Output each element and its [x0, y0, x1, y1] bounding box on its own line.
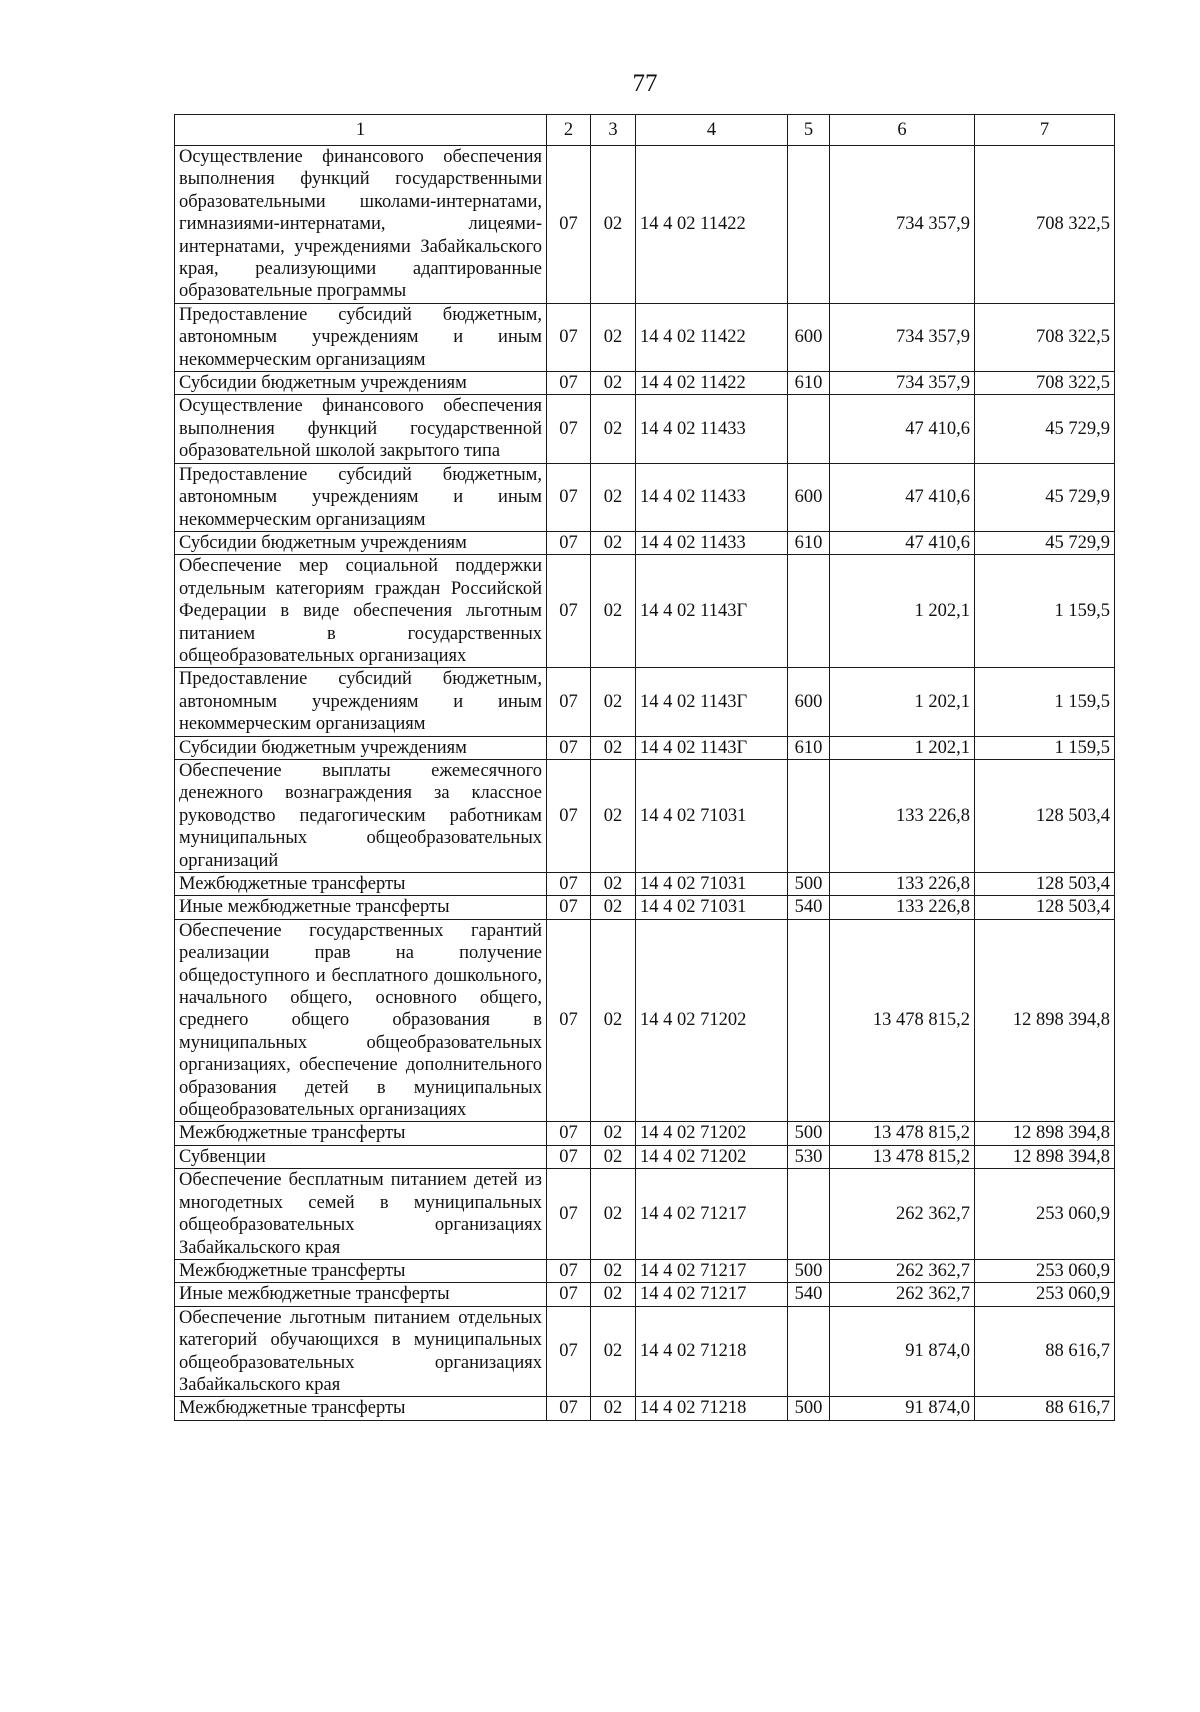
row-name-cell: Межбюджетные трансферты — [175, 873, 547, 896]
row-sum2-cell: 12 898 394,8 — [975, 919, 1115, 1122]
row-vr-cell — [788, 1306, 830, 1397]
row-csr-cell: 14 4 02 1143Г — [636, 668, 788, 736]
row-name-cell: Обеспечение выплаты ежемесячного денежного вознаграждения за классное руководство педагогическим работникам муниципальных общеобразовательных организаций — [175, 759, 547, 872]
row-rz-cell: 07 — [547, 1397, 591, 1420]
row-pr-cell: 02 — [591, 1145, 636, 1168]
row-sum2-cell: 45 729,9 — [975, 463, 1115, 531]
table-row — [175, 759, 1115, 872]
row-vr-cell — [788, 555, 830, 668]
row-rz-cell: 07 — [547, 303, 591, 371]
row-csr-cell: 14 4 02 71202 — [636, 919, 788, 1122]
col-pr-header: 3 — [591, 115, 636, 146]
row-name-cell: Предоставление субсидий бюджетным, автономным учреждениям и иным некоммерческим организациям — [175, 463, 547, 531]
col-vr-header: 5 — [788, 115, 830, 146]
row-vr-cell: 540 — [788, 1283, 830, 1306]
row-vr-cell: 610 — [788, 372, 830, 395]
row-csr-cell: 14 4 02 11433 — [636, 395, 788, 463]
row-rz-cell: 07 — [547, 759, 591, 872]
row-csr-cell: 14 4 02 71031 — [636, 873, 788, 896]
row-rz-cell: 07 — [547, 736, 591, 759]
row-pr-cell: 02 — [591, 759, 636, 872]
row-pr-cell: 02 — [591, 896, 636, 919]
row-rz-cell: 07 — [547, 919, 591, 1122]
row-name-cell: Межбюджетные трансферты — [175, 1259, 547, 1282]
row-name-cell: Осуществление финансового обеспечения выполнения функций государственной образовательной школой закрытого типа — [175, 395, 547, 463]
row-sum2-cell: 1 159,5 — [975, 668, 1115, 736]
table-row — [175, 668, 1115, 736]
row-pr-cell: 02 — [591, 303, 636, 371]
row-csr-cell: 14 4 02 71202 — [636, 1122, 788, 1145]
row-sum1-cell: 734 357,9 — [830, 303, 975, 371]
row-rz-cell: 07 — [547, 372, 591, 395]
row-sum1-cell: 133 226,8 — [830, 759, 975, 872]
row-pr-cell: 02 — [591, 146, 636, 304]
row-sum2-cell: 1 159,5 — [975, 555, 1115, 668]
row-rz-cell: 07 — [547, 1283, 591, 1306]
row-sum2-cell: 45 729,9 — [975, 531, 1115, 554]
page-number: 77 — [632, 70, 658, 97]
row-name-cell: Осуществление финансового обеспечения выполнения функций государственными образовательными школами-интернатами, гимназиями-интернатами, лицеями-интернатами, учреждениями Забайкальского края, реализующими адаптированные образовательные программы — [175, 146, 547, 304]
row-name-cell: Обеспечение мер социальной поддержки отдельным категориям граждан Российской Федерации в виде обеспечения льготным питанием в государственных общеобразовательных организациях — [175, 555, 547, 668]
row-sum2-cell: 128 503,4 — [975, 896, 1115, 919]
row-name-cell: Субсидии бюджетным учреждениям — [175, 372, 547, 395]
row-pr-cell: 02 — [591, 1397, 636, 1420]
row-rz-cell: 07 — [547, 1259, 591, 1282]
row-sum2-cell: 708 322,5 — [975, 303, 1115, 371]
row-rz-cell: 07 — [547, 668, 591, 736]
table-header-row — [175, 115, 1115, 146]
row-pr-cell: 02 — [591, 919, 636, 1122]
row-pr-cell: 02 — [591, 395, 636, 463]
table-body — [175, 146, 1115, 1421]
row-pr-cell: 02 — [591, 372, 636, 395]
row-name-cell: Субсидии бюджетным учреждениям — [175, 736, 547, 759]
row-sum1-cell: 1 202,1 — [830, 668, 975, 736]
row-csr-cell: 14 4 02 71217 — [636, 1169, 788, 1260]
row-rz-cell: 07 — [547, 146, 591, 304]
row-name-cell: Иные межбюджетные трансферты — [175, 896, 547, 919]
table-row — [175, 873, 1115, 896]
row-vr-cell: 600 — [788, 303, 830, 371]
table-row — [175, 395, 1115, 463]
row-name-cell: Иные межбюджетные трансферты — [175, 1283, 547, 1306]
row-name-cell: Межбюджетные трансферты — [175, 1122, 547, 1145]
row-sum1-cell: 734 357,9 — [830, 372, 975, 395]
row-sum1-cell: 13 478 815,2 — [830, 1122, 975, 1145]
row-sum1-cell: 91 874,0 — [830, 1306, 975, 1397]
table-row — [175, 146, 1115, 304]
row-vr-cell — [788, 1169, 830, 1260]
table-row — [175, 1283, 1115, 1306]
row-sum1-cell: 13 478 815,2 — [830, 1145, 975, 1168]
row-sum2-cell: 88 616,7 — [975, 1306, 1115, 1397]
table-row — [175, 1397, 1115, 1420]
row-vr-cell — [788, 759, 830, 872]
row-csr-cell: 14 4 02 71202 — [636, 1145, 788, 1168]
row-csr-cell: 14 4 02 11433 — [636, 463, 788, 531]
row-sum2-cell: 128 503,4 — [975, 759, 1115, 872]
row-csr-cell: 14 4 02 1143Г — [636, 736, 788, 759]
row-pr-cell: 02 — [591, 1122, 636, 1145]
row-pr-cell: 02 — [591, 873, 636, 896]
table-row — [175, 1145, 1115, 1168]
row-vr-cell: 600 — [788, 668, 830, 736]
row-sum1-cell: 133 226,8 — [830, 873, 975, 896]
row-sum1-cell: 734 357,9 — [830, 146, 975, 304]
row-vr-cell: 500 — [788, 1259, 830, 1282]
col-sum1-header: 6 — [830, 115, 975, 146]
col-name-header: 1 — [175, 115, 547, 146]
table-row — [175, 463, 1115, 531]
row-csr-cell: 14 4 02 71217 — [636, 1283, 788, 1306]
row-csr-cell: 14 4 02 71031 — [636, 759, 788, 872]
table-row — [175, 531, 1115, 554]
row-rz-cell: 07 — [547, 1306, 591, 1397]
row-sum1-cell: 91 874,0 — [830, 1397, 975, 1420]
row-vr-cell: 600 — [788, 463, 830, 531]
table-row — [175, 303, 1115, 371]
row-name-cell: Межбюджетные трансферты — [175, 1397, 547, 1420]
row-rz-cell: 07 — [547, 873, 591, 896]
row-pr-cell: 02 — [591, 531, 636, 554]
row-csr-cell: 14 4 02 71217 — [636, 1259, 788, 1282]
row-sum1-cell: 262 362,7 — [830, 1259, 975, 1282]
row-csr-cell: 14 4 02 11422 — [636, 372, 788, 395]
row-sum2-cell: 253 060,9 — [975, 1283, 1115, 1306]
table-row — [175, 555, 1115, 668]
row-name-cell: Обеспечение государственных гарантий реализации прав на получение общедоступного и бесплатного дошкольного, начального общего, основного общего, среднего общего образования в муниципальных общеобразовательных организациях, обеспечение дополнительного образования детей в муниципальных общеобразовательных организациях — [175, 919, 547, 1122]
row-sum2-cell: 128 503,4 — [975, 873, 1115, 896]
row-sum1-cell: 1 202,1 — [830, 736, 975, 759]
row-vr-cell: 500 — [788, 1122, 830, 1145]
col-rz-header: 2 — [547, 115, 591, 146]
row-pr-cell: 02 — [591, 1259, 636, 1282]
row-name-cell: Предоставление субсидий бюджетным, автономным учреждениям и иным некоммерческим организациям — [175, 303, 547, 371]
row-vr-cell: 530 — [788, 1145, 830, 1168]
row-sum1-cell: 1 202,1 — [830, 555, 975, 668]
row-pr-cell: 02 — [591, 463, 636, 531]
row-name-cell: Субсидии бюджетным учреждениям — [175, 531, 547, 554]
row-sum2-cell: 708 322,5 — [975, 372, 1115, 395]
row-sum1-cell: 47 410,6 — [830, 531, 975, 554]
row-rz-cell: 07 — [547, 395, 591, 463]
row-sum2-cell: 708 322,5 — [975, 146, 1115, 304]
row-sum1-cell: 262 362,7 — [830, 1283, 975, 1306]
row-vr-cell — [788, 919, 830, 1122]
row-vr-cell: 500 — [788, 1397, 830, 1420]
row-vr-cell: 540 — [788, 896, 830, 919]
row-vr-cell — [788, 146, 830, 304]
table-row — [175, 896, 1115, 919]
col-sum2-header: 7 — [975, 115, 1115, 146]
table-row — [175, 1169, 1115, 1260]
table-row — [175, 1259, 1115, 1282]
table-row — [175, 1306, 1115, 1397]
row-csr-cell: 14 4 02 1143Г — [636, 555, 788, 668]
row-pr-cell: 02 — [591, 668, 636, 736]
row-csr-cell: 14 4 02 71218 — [636, 1397, 788, 1420]
row-name-cell: Предоставление субсидий бюджетным, автономным учреждениям и иным некоммерческим организациям — [175, 668, 547, 736]
row-pr-cell: 02 — [591, 1169, 636, 1260]
row-vr-cell: 610 — [788, 531, 830, 554]
row-rz-cell: 07 — [547, 531, 591, 554]
table-row — [175, 736, 1115, 759]
row-pr-cell: 02 — [591, 1306, 636, 1397]
row-sum2-cell: 88 616,7 — [975, 1397, 1115, 1420]
row-sum1-cell: 47 410,6 — [830, 463, 975, 531]
row-vr-cell: 500 — [788, 873, 830, 896]
row-csr-cell: 14 4 02 71218 — [636, 1306, 788, 1397]
budget-table — [174, 114, 1115, 1421]
row-sum2-cell: 253 060,9 — [975, 1259, 1115, 1282]
row-sum1-cell: 262 362,7 — [830, 1169, 975, 1260]
row-sum1-cell: 13 478 815,2 — [830, 919, 975, 1122]
row-csr-cell: 14 4 02 11422 — [636, 303, 788, 371]
row-sum1-cell: 47 410,6 — [830, 395, 975, 463]
table-row — [175, 919, 1115, 1122]
row-rz-cell: 07 — [547, 1145, 591, 1168]
row-rz-cell: 07 — [547, 896, 591, 919]
row-rz-cell: 07 — [547, 1122, 591, 1145]
row-vr-cell: 610 — [788, 736, 830, 759]
row-name-cell: Обеспечение льготным питанием отдельных категорий обучающихся в муниципальных общеобразовательных организациях Забайкальского края — [175, 1306, 547, 1397]
row-pr-cell: 02 — [591, 736, 636, 759]
row-pr-cell: 02 — [591, 555, 636, 668]
row-sum2-cell: 1 159,5 — [975, 736, 1115, 759]
row-sum1-cell: 133 226,8 — [830, 896, 975, 919]
row-sum2-cell: 12 898 394,8 — [975, 1145, 1115, 1168]
row-sum2-cell: 253 060,9 — [975, 1169, 1115, 1260]
row-sum2-cell: 12 898 394,8 — [975, 1122, 1115, 1145]
row-rz-cell: 07 — [547, 1169, 591, 1260]
row-pr-cell: 02 — [591, 1283, 636, 1306]
table-row — [175, 1122, 1115, 1145]
row-csr-cell: 14 4 02 11422 — [636, 146, 788, 304]
row-name-cell: Субвенции — [175, 1145, 547, 1168]
row-vr-cell — [788, 395, 830, 463]
row-name-cell: Обеспечение бесплатным питанием детей из многодетных семей в муниципальных общеобразовательных организациях Забайкальского края — [175, 1169, 547, 1260]
row-sum2-cell: 45 729,9 — [975, 395, 1115, 463]
row-csr-cell: 14 4 02 11433 — [636, 531, 788, 554]
table-row — [175, 372, 1115, 395]
col-csr-header: 4 — [636, 115, 788, 146]
row-rz-cell: 07 — [547, 555, 591, 668]
row-rz-cell: 07 — [547, 463, 591, 531]
row-csr-cell: 14 4 02 71031 — [636, 896, 788, 919]
